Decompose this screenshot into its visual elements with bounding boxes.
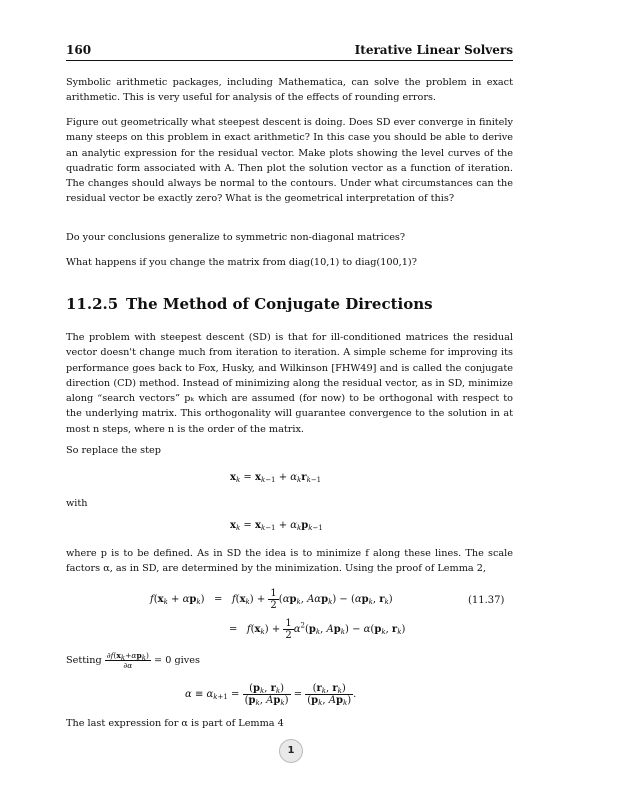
paragraph-setting — [66, 651, 200, 670]
setting-suffix: = 0 gives — [154, 655, 200, 666]
partial-derivative: $\frac{\partial f(x_k+\alpha p_k)}{\partial\alpha}$ — [106, 651, 149, 670]
paragraph-geometry: Figure out geometrically what steepest descent is doing. Does SD ever converge in finitely many steeps on this problem in exact arithmetic? In this case you should be able to derive an analytic expression for the residual vector. Make plots showing the level curves of the quadratic form associated with A. Then plot the solution vector as a function of iteration. The changes should always be normal to the contours. Under what circumstances can the residual vector be exactly zero? What is the geometrical interpretation of this? — [66, 117, 513, 205]
setting-prefix: Setting — [66, 655, 102, 666]
section-heading — [66, 295, 433, 313]
paragraph-diag: What happens if you change the matrix from diag(10,1) to diag(100,1)? — [66, 257, 417, 268]
equation-cd-step: $x_k = x_{k-1} + \alpha_kp_{k-1}$ — [230, 520, 323, 532]
page-badge[interactable]: 1 — [279, 739, 303, 763]
paragraph-conjugate: The problem with steepest descent (SD) is that for ill-conditioned matrices the residual vector doesn't change much from iteration to iteration. A simple scheme for improving its performance goes back to Fox, Husky, and Wilkinson [FHW49] and is called the conjugate direction (CD) method. Instead of minimizing along the residual vector, as in SD, minimize along “search vectors” pₖ which are assumed (for now) to be orthogonal with respect to the underlying matrix. This orthogonality will guarantee convergence to the solution in at most n steps, where n is the order of the matrix. — [66, 332, 513, 435]
header-rule — [66, 60, 513, 61]
section-title: The Method of Conjugate Directions — [126, 295, 433, 313]
equation-tag: (11.37) — [468, 595, 505, 606]
paragraph-with: with — [66, 498, 88, 509]
running-header — [66, 43, 513, 59]
paragraph-generalize: Do your conclusions generalize to symmetric non-diagonal matrices? — [66, 232, 406, 243]
equation-expansion-line2: = $f(x_k)$ + $\frac{1}{2}$ $\alpha^2(p_k$, $Ap_k) - \alpha(p_k$, $r_k$) — [229, 618, 406, 641]
paragraph-symbolic: Symbolic arithmetic packages, including Mathematica, can solve the problem in exact arithmetic. This is very useful for analysis of the effects of rounding errors. — [66, 77, 513, 104]
page-number: 160 — [66, 43, 92, 57]
equation-sd-step: $x_k = x_{k-1} + \alpha_kr_{k-1}$ — [230, 472, 322, 484]
equation-alpha: $\alpha \equiv \alpha_{k+1}$ = $\frac{(p_k, r_k)}{(p_k, Ap_k)}$ = $\frac{(r_k, r_k)}{(p_k, Ap_k)}$ . — [185, 683, 357, 707]
paragraph-replace: So replace the step — [66, 445, 161, 456]
running-title: Iterative Linear Solvers — [354, 43, 513, 57]
equation-expansion-line1: $f(x_k + \alpha p_k) = f(x_k)$ + $\frac{1}{2}$ ($\alpha p_k$, $A\alpha p_k) - (\alpha p_k$, $r_k$) — [150, 588, 393, 611]
section-number: 11.2.5 — [66, 295, 119, 313]
paragraph-last-expression: The last expression for α is part of Lemma 4 — [66, 718, 284, 729]
paragraph-scale-factors: where p is to be defined. As in SD the idea is to minimize f along these lines. The scale factors α, as in SD, are determined by the minimization. Using the proof of Lemma 2, — [66, 548, 513, 575]
